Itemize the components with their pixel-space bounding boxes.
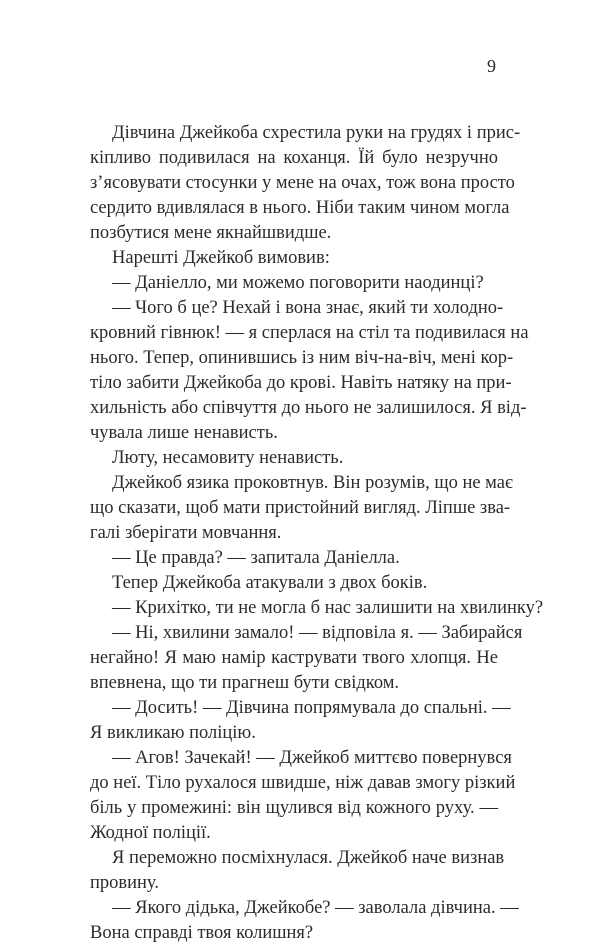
- text-line: біль у промежині: він щулився від кожного руху. —: [90, 798, 498, 818]
- paragraph: [90, 271, 498, 296]
- text-line: Дівчина Джейкоба схрестила руки на грудях і прис-: [112, 123, 521, 143]
- text-line: впевнена, що ти прагнеш бути свідком.: [90, 673, 400, 693]
- text-line: галі зберігати мовчання.: [90, 523, 282, 543]
- text-line: — Якого дідька, Джейкобе? — заволала дівчина. —: [112, 898, 519, 918]
- paragraph: [90, 846, 505, 896]
- paragraph: [90, 446, 498, 471]
- text-line: Жодної поліції.: [90, 823, 211, 843]
- text-line: сердито вдивлялася в нього. Ніби таким чином могла: [90, 198, 510, 218]
- text-line: нього. Тепер, опинившись із ним віч-на-віч, мені кор-: [90, 348, 514, 368]
- text-line: — Це правда? — запитала Даніелла.: [112, 548, 400, 568]
- text-line: Я переможно посміхнулася. Джейкоб наче визнав: [112, 848, 505, 868]
- text-line: Вона справді твоя колишня?: [90, 923, 314, 943]
- text-line: кровний гівнюк! — я сперлася на стіл та подивилася на: [90, 323, 529, 343]
- paragraph: [90, 121, 521, 246]
- text-line: чувала лише ненависть.: [90, 423, 278, 443]
- paragraph: [90, 596, 544, 621]
- text-line: — Ні, хвилини замало! — відповіла я. — Забирайся: [112, 623, 523, 643]
- text-line: кіпливо подивилася на коханця. Їй було незручно: [90, 148, 498, 168]
- paragraph: [90, 621, 523, 696]
- paragraph: [90, 546, 498, 571]
- paragraph: [90, 571, 498, 596]
- text-line: провину.: [90, 873, 159, 893]
- paragraph: [90, 696, 511, 746]
- text-line: з’ясовувати стосунки у мене на очах, тож вона просто: [90, 173, 515, 193]
- body-text: [90, 121, 544, 946]
- paragraph: [90, 471, 513, 546]
- text-line: тіло забити Джейкоба до крові. Навіть натяку на при-: [90, 373, 512, 393]
- text-line: — Даніелло, ми можемо поговорити наодинці?: [112, 273, 484, 293]
- text-line: Я викликаю поліцію.: [90, 723, 256, 743]
- paragraph: [90, 896, 519, 946]
- text-line: — Досить! — Дівчина попрямувала до спальні. —: [112, 698, 511, 718]
- paragraph: [90, 296, 529, 446]
- text-line: негайно! Я маю намір каструвати твого хлопця. Не: [90, 648, 498, 668]
- page-number: 9: [487, 56, 496, 76]
- text-line: Люту, несамовиту ненависть.: [112, 448, 344, 468]
- text-line: — Чого б це? Нехай і вона знає, який ти холодно-: [112, 298, 504, 318]
- text-line: Джейкоб язика проковтнув. Він розумів, що не має: [112, 473, 513, 493]
- text-line: — Агов! Зачекай! — Джейкоб миттєво повернувся: [112, 748, 512, 768]
- text-line: Тепер Джейкоба атакували з двох боків.: [112, 573, 428, 593]
- text-line: Нарешті Джейкоб вимовив:: [112, 248, 330, 268]
- paragraph: [90, 746, 516, 846]
- text-line: хильність або співчуття до нього не залишилося. Я від-: [90, 398, 527, 418]
- paragraph: [90, 246, 498, 271]
- text-line: — Крихітко, ти не могла б нас залишити на хвилинку?: [112, 598, 544, 618]
- text-line: до неї. Тіло рухалося швидше, ніж давав змогу різкий: [90, 773, 516, 793]
- text-line: що сказати, щоб мати пристойний вигляд. Ліпше зва-: [90, 498, 511, 518]
- text-line: позбутися мене якнайшвидше.: [90, 223, 332, 243]
